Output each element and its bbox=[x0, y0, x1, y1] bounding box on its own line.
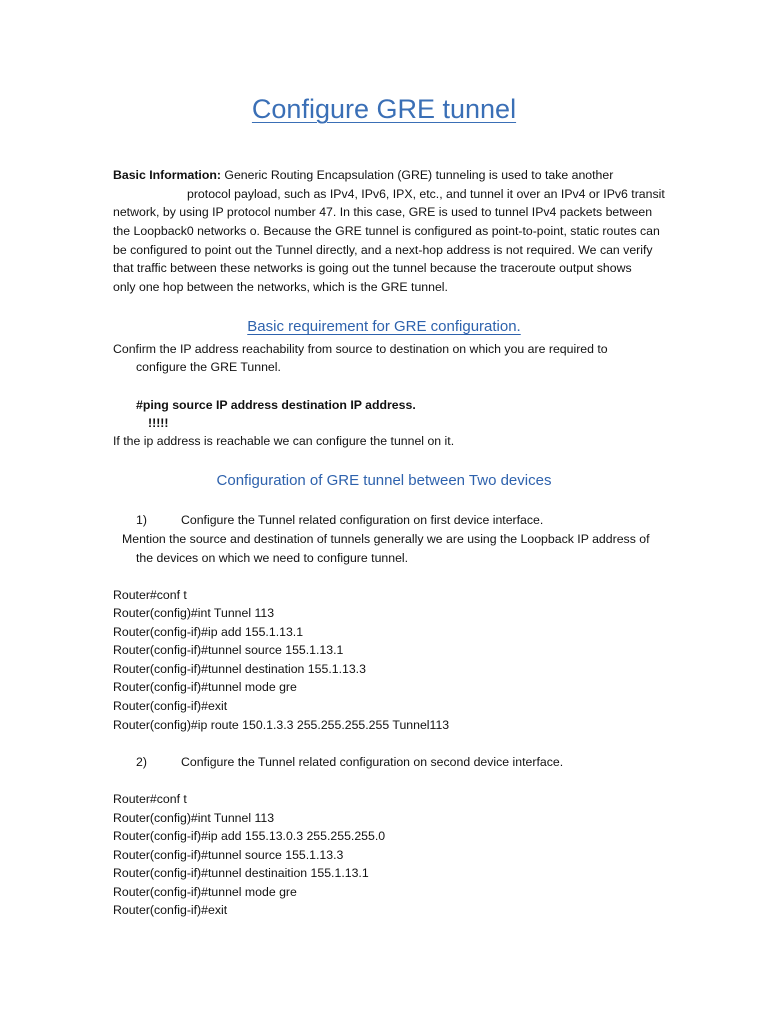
command-line: Router(config)#ip route 150.1.3.3 255.255.255.255 Tunnel113 bbox=[113, 718, 450, 732]
command-line: Router(config-if)#exit bbox=[113, 699, 228, 713]
command-line: Router#conf t bbox=[113, 588, 187, 602]
intro-line-6: that traffic between these networks is going out the tunnel because the traceroute output shows bbox=[113, 261, 632, 275]
command-line: Router(config-if)#tunnel mode gre bbox=[113, 680, 297, 694]
command-line: Router#conf t bbox=[113, 792, 187, 806]
requirement-line-2: configure the GRE Tunnel. bbox=[136, 360, 281, 374]
requirement-note: If the ip address is reachable we can configure the tunnel on it. bbox=[113, 434, 455, 448]
intro-line-7: only one hop between the networks, which is the GRE tunnel. bbox=[113, 280, 448, 294]
step-1-note-1: Mention the source and destination of tunnels generally we are using the Loopback IP address of bbox=[122, 532, 650, 546]
config-heading: Configuration of GRE tunnel between Two devices bbox=[216, 472, 552, 489]
step-1-number: 1) bbox=[136, 513, 147, 527]
intro-line-1 bbox=[113, 168, 613, 182]
command-line: Router(config)#int Tunnel 113 bbox=[113, 606, 275, 620]
intro-text-1: Generic Routing Encapsulation (GRE) tunneling is used to take another bbox=[224, 168, 614, 182]
step-2-number: 2) bbox=[136, 755, 147, 769]
step-1-text: Configure the Tunnel related configuration on first device interface. bbox=[181, 513, 544, 527]
command-line: Router(config-if)#ip add 155.1.13.1 bbox=[113, 625, 304, 639]
command-line: Router(config-if)#ip add 155.13.0.3 255.255.255.0 bbox=[113, 829, 386, 843]
command-line: Router(config-if)#tunnel destinaition 155.1.13.1 bbox=[113, 866, 369, 880]
intro-line-4: the Loopback0 networks o. Because the GRE tunnel is configured as point-to-point, static routes can bbox=[113, 224, 660, 238]
command-line: Router(config)#int Tunnel 113 bbox=[113, 811, 275, 825]
requirement-heading: Basic requirement for GRE configuration. bbox=[247, 318, 521, 335]
command-line: Router(config-if)#tunnel source 155.1.13.3 bbox=[113, 848, 344, 862]
command-line: Router(config-if)#tunnel mode gre bbox=[113, 885, 297, 899]
command-line: Router(config-if)#exit bbox=[113, 903, 228, 917]
step-2-text: Configure the Tunnel related configuration on second device interface. bbox=[181, 755, 564, 769]
ping-result: !!!!! bbox=[148, 416, 169, 430]
command-line: Router(config-if)#tunnel source 155.1.13.1 bbox=[113, 643, 344, 657]
ping-command: #ping source IP address destination IP address. bbox=[136, 398, 416, 412]
intro-label: Basic Information: bbox=[113, 168, 221, 182]
requirement-line-1: Confirm the IP address reachability from source to destination on which you are required to bbox=[113, 342, 608, 356]
command-line: Router(config-if)#tunnel destination 155.1.13.3 bbox=[113, 662, 366, 676]
intro-line-2: protocol payload, such as IPv4, IPv6, IPX, etc., and tunnel it over an IPv4 or IPv6 transit bbox=[187, 187, 665, 201]
step-1-note-2: the devices on which we need to configure tunnel. bbox=[136, 551, 409, 565]
intro-line-5: be configured to point out the Tunnel directly, and a next-hop address is not required. We can verify bbox=[113, 243, 653, 257]
page-title: Configure GRE tunnel bbox=[251, 94, 517, 124]
intro-line-3: network, by using IP protocol number 47. In this case, GRE is used to tunnel IPv4 packets between bbox=[113, 205, 653, 219]
